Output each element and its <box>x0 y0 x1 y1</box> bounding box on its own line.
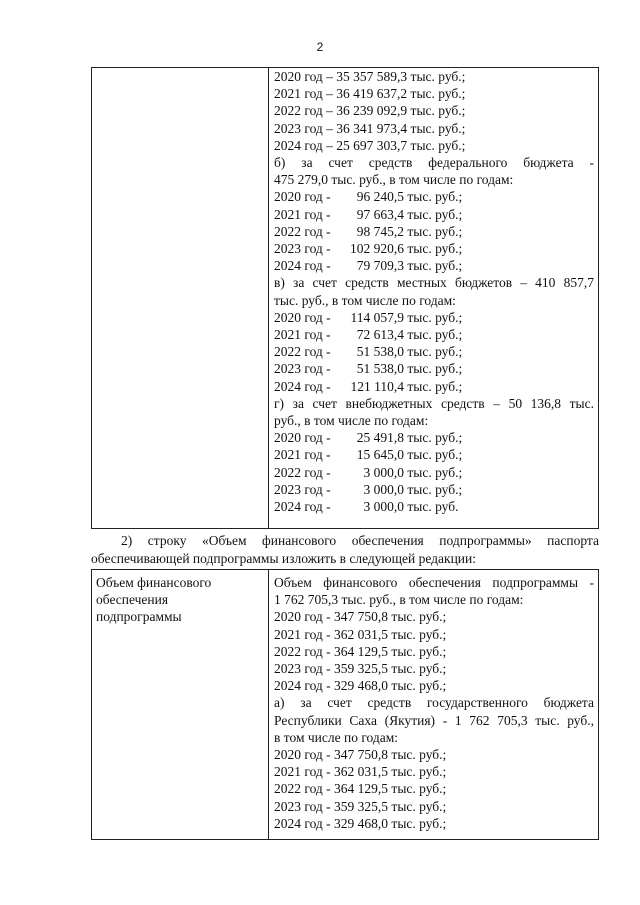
amount: 3 000,0 <box>363 499 404 515</box>
amount: 3 000,0 <box>363 464 404 480</box>
federal-heading: б) за счет средств федерального бюджета - <box>274 155 594 171</box>
extra-row <box>274 429 594 446</box>
amount: 102 920,6 <box>350 241 404 257</box>
amount: 114 057,9 <box>350 309 404 325</box>
funding-heading: Объем финансового обеспечения подпрограммы - <box>274 575 594 590</box>
federal-heading: 475 279,0 тыс. руб., в том числе по годам: <box>274 172 514 188</box>
extra-heading: руб., в том числе по годам: <box>274 413 429 429</box>
state-year-line: 2024 год - 329 468,0 тыс. руб.; <box>274 815 447 831</box>
unit: тыс. руб.; <box>404 241 463 257</box>
unit: тыс. руб.; <box>404 258 463 274</box>
year-label: 2022 год - <box>274 464 331 480</box>
year-label: 2021 год - <box>274 447 331 463</box>
year-label: 2023 год - <box>274 361 331 377</box>
amount: 51 538,0 <box>356 344 404 360</box>
state-year-line: 2020 год - 347 750,8 тыс. руб.; <box>274 747 447 763</box>
unit: тыс. руб.; <box>404 309 463 325</box>
total-year-line: 2020 год – 35 357 589,3 тыс. руб.; <box>274 69 466 84</box>
amount: 3 000,0 <box>363 481 404 497</box>
year-label: 2024 год - <box>274 378 331 394</box>
federal-row <box>274 240 594 257</box>
funding-heading: 1 762 705,3 тыс. руб., в том числе по годам: <box>274 592 524 608</box>
local-heading: в) за счет средств местных бюджетов – 410 857,7 <box>274 275 594 291</box>
unit: тыс. руб.; <box>404 206 463 222</box>
federal-row <box>274 257 594 274</box>
unit: тыс. руб.; <box>404 464 463 480</box>
unit: тыс. руб.; <box>404 447 463 463</box>
federal-row <box>274 223 594 240</box>
amendment-line: обеспечивающей подпрограммы изложить в следующей редакции: <box>91 550 476 566</box>
subprogram-funding-table <box>91 569 599 840</box>
year-label: 2020 год - <box>274 430 331 446</box>
year-label: 2024 год - <box>274 499 331 515</box>
total-year-line: 2023 год - 359 325,5 тыс. руб.; <box>274 661 447 677</box>
amount: 96 240,5 <box>356 189 404 205</box>
amount: 121 110,4 <box>350 378 404 394</box>
total-year-line: 2024 год - 329 468,0 тыс. руб.; <box>274 678 447 694</box>
state-heading: Республики Саха (Якутия) - 1 762 705,3 тыс. руб., <box>274 712 594 728</box>
state-year-line: 2022 год - 364 129,5 тыс. руб.; <box>274 781 447 797</box>
amount: 72 613,4 <box>356 327 404 343</box>
extra-row <box>274 498 594 515</box>
year-label: 2021 год - <box>274 206 331 222</box>
table2-right-cell <box>269 570 598 832</box>
row-label-line: подпрограммы <box>96 609 182 624</box>
table2-left-cell <box>92 570 269 839</box>
federal-row <box>274 188 594 205</box>
total-year-line: 2023 год – 36 341 973,4 тыс. руб.; <box>274 120 466 136</box>
year-label: 2022 год - <box>274 344 331 360</box>
amount: 51 538,0 <box>356 361 404 377</box>
year-label: 2020 год - <box>274 189 331 205</box>
extra-row <box>274 481 594 498</box>
funding-table-continued <box>91 67 599 529</box>
amount: 98 745,2 <box>356 223 404 239</box>
year-label: 2024 год - <box>274 258 331 274</box>
local-row <box>274 326 594 343</box>
local-row <box>274 343 594 360</box>
unit: тыс. руб.; <box>404 344 463 360</box>
amount: 15 645,0 <box>356 447 404 463</box>
unit: тыс. руб. <box>404 499 459 515</box>
row-label-line: Объем финансового <box>96 575 212 590</box>
state-heading: в том числе по годам: <box>274 729 399 745</box>
local-row <box>274 360 594 377</box>
amount: 97 663,4 <box>356 206 404 222</box>
amount: 79 709,3 <box>356 258 404 274</box>
local-heading: тыс. руб., в том числе по годам: <box>274 292 456 308</box>
unit: тыс. руб.; <box>404 361 463 377</box>
amendment-line: 2) строку «Объем финансового обеспечения подпрограммы» паспорта <box>121 533 599 548</box>
amendment-paragraph <box>91 532 599 567</box>
unit: тыс. руб.; <box>404 223 463 239</box>
total-year-line: 2022 год - 364 129,5 тыс. руб.; <box>274 643 447 659</box>
total-year-line: 2021 год - 362 031,5 тыс. руб.; <box>274 626 447 642</box>
federal-row <box>274 206 594 223</box>
year-label: 2020 год - <box>274 309 331 325</box>
table1-right-cell <box>269 68 598 515</box>
year-label: 2023 год - <box>274 241 331 257</box>
state-year-line: 2021 год - 362 031,5 тыс. руб.; <box>274 764 447 780</box>
total-year-line: 2020 год - 347 750,8 тыс. руб.; <box>274 609 447 625</box>
unit: тыс. руб.; <box>404 189 463 205</box>
table1-left-cell <box>92 68 269 528</box>
local-row <box>274 309 594 326</box>
total-year-line: 2024 год – 25 697 303,7 тыс. руб.; <box>274 137 466 153</box>
unit: тыс. руб.; <box>404 481 463 497</box>
extra-row <box>274 446 594 463</box>
total-year-line: 2021 год – 36 419 637,2 тыс. руб.; <box>274 86 466 102</box>
year-label: 2022 год - <box>274 223 331 239</box>
total-year-line: 2022 год – 36 239 092,9 тыс. руб.; <box>274 103 466 119</box>
unit: тыс. руб.; <box>404 327 463 343</box>
amount: 25 491,8 <box>356 430 404 446</box>
extra-heading: г) за счет внебюджетных средств – 50 136,8 тыс. <box>274 395 594 411</box>
state-year-line: 2023 год - 359 325,5 тыс. руб.; <box>274 798 447 814</box>
unit: тыс. руб.; <box>404 430 463 446</box>
year-label: 2021 год - <box>274 327 331 343</box>
extra-row <box>274 464 594 481</box>
unit: тыс. руб.; <box>404 378 463 394</box>
local-row <box>274 378 594 395</box>
row-label-line: обеспечения <box>96 592 169 607</box>
year-label: 2023 год - <box>274 481 331 497</box>
page-number: 2 <box>316 40 324 54</box>
state-heading: а) за счет средств государственного бюджета <box>274 695 594 711</box>
